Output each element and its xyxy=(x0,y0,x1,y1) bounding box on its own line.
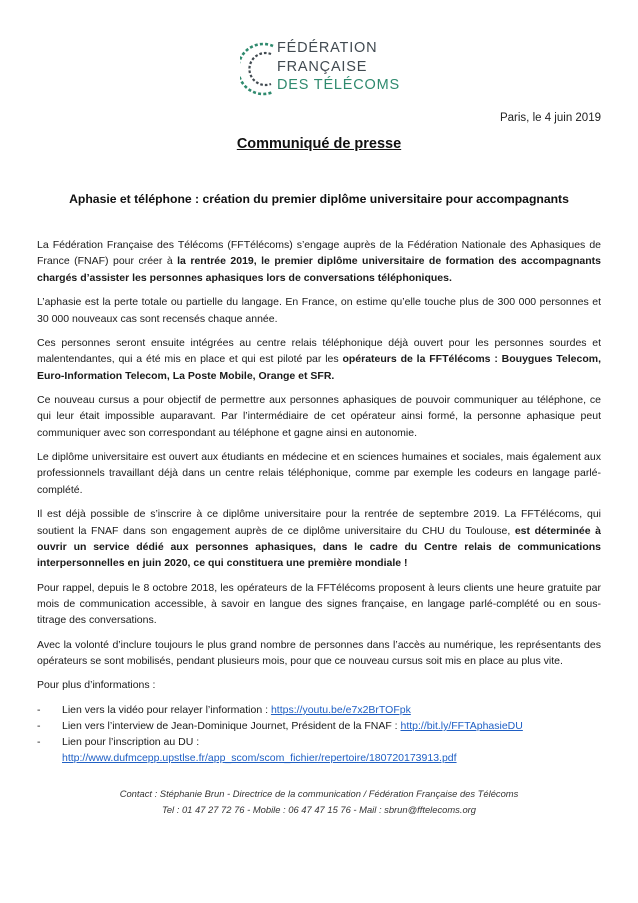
interview-link-label: Lien vers l’interview de Jean-Dominique Journet, Président de la FNAF : xyxy=(62,719,401,732)
list-item xyxy=(37,734,601,766)
paragraph-8: Avec la volonté d’inclure toujours le plus grand nombre de personnes dans l’accès au numérique, les représentants des opérateurs se sont mobilisés, pendant plusieurs mois, pour que ce nouveau cursus soit mis en place au plus vite. xyxy=(37,638,601,668)
paragraph-3-bold: opérateurs de la FFTélécoms : Bouygues Telecom, Euro-Information Telecom, La Poste Mobile, Orange et SFR. xyxy=(37,353,601,382)
logo-line-2: FRANÇAISE xyxy=(277,58,368,75)
press-release-body xyxy=(37,237,601,767)
paragraph-6-bold: est déterminée à ouvrir un service dédié aux personnes aphasiques, dans le cadre du Centre relais de communications interpersonnelles en juin 2020, ce qui constituera une première mondiale ! xyxy=(37,524,601,570)
paragraph-1 xyxy=(37,237,601,286)
paragraph-6 xyxy=(37,506,601,572)
paragraph-1-bold: la rentrée 2019, le premier diplôme universitaire de formation des accompagnants chargés d’assister les personnes aphasiques lors de conversations téléphoniques. xyxy=(37,255,601,284)
info-links-list xyxy=(37,702,601,767)
paragraph-5: Le diplôme universitaire est ouvert aux étudiants en médecine et en sciences humaines et sociales, mais également aux professionnels travaillant déjà dans un centre relais téléphonique, comme par exemple les codeurs en langage parlé-complété. xyxy=(37,451,601,496)
paragraph-7: Pour rappel, depuis le 8 octobre 2018, les opérateurs de la FFTélécoms proposent à leurs clients une heure gratuite par mois de communication accessible, à savoir en langue des signes française, en langage parlé-complété ou en sous-titrage des conversations. xyxy=(37,581,601,627)
press-release-headline: Aphasie et téléphone : création du premier diplôme universitaire pour accompagnants xyxy=(69,192,569,206)
paragraph-3 xyxy=(37,335,601,384)
paragraph-1-text: La Fédération Française des Télécoms (FFTélécoms) s’engage auprès de la Fédération Nationale des Aphasiques de France (FNAF) pour créer à xyxy=(37,239,601,268)
registration-link-label: Lien pour l’inscription au DU : xyxy=(62,736,200,749)
paragraph-4: Ce nouveau cursus a pour objectif de permettre aux personnes aphasiques de pouvoir communiquer au téléphone, ce qui leur était impossible auparavant. Par l’intermédiaire de cet opérateur ainsi formé, la personne aphasique peut communiquer avec son correspondant au téléphone et gagne ainsi en autonomie. xyxy=(37,393,601,439)
list-item xyxy=(37,702,601,718)
paragraph-2: L’aphasie est la perte totale ou partielle du langage. En France, on estime qu’elle touche plus de 300 000 personnes et 30 000 nouveaux cas sont recensés chaque année. xyxy=(37,296,601,325)
logo-line-1: FÉDÉRATION xyxy=(277,40,378,56)
release-date: Paris, le 4 juin 2019 xyxy=(499,112,601,124)
list-item xyxy=(37,718,601,734)
logo-line-3: DES TÉLÉCOMS xyxy=(277,77,400,93)
page-title: Communiqué de presse xyxy=(236,136,402,152)
video-link-label: Lien vers la vidéo pour relayer l’information : xyxy=(62,703,271,716)
paragraph-6-text: Il est déjà possible de s’inscrire à ce diplôme universitaire pour la rentrée de septembre 2019. La FFTélécoms, qui soutient la FNAF dans son engagement auprès de ce diplôme universitaire du CHU du Toulouse, xyxy=(37,508,601,537)
video-link[interactable]: https://youtu.be/e7x2BrTOFpk xyxy=(270,703,411,716)
more-info-heading: Pour plus d’informations : xyxy=(37,679,156,692)
logo-wordmark xyxy=(277,39,400,95)
contact-footer xyxy=(0,786,638,817)
contact-line: Contact : Stéphanie Brun - Directrice de la communication / Fédération Française des Télécoms xyxy=(119,788,519,799)
contact-details: Tel : 01 47 27 72 76 - Mobile : 06 47 47 15 76 - Mail : sbrun@fftelecoms.org xyxy=(161,803,477,815)
paragraph-3-text: Ces personnes seront ensuite intégrées au centre relais téléphonique déjà ouvert pour les personnes sourdes et malentendantes, qui a été mis en place et qui est piloté par les xyxy=(37,336,601,366)
registration-link[interactable]: http://www.dufmcepp.upstlse.fr/app_scom/scom_fichier/repertoire/180720173913.pdf xyxy=(62,752,457,765)
interview-link[interactable]: http://bit.ly/FFTAphasieDU xyxy=(400,719,523,732)
fftelecoms-logo xyxy=(240,36,410,106)
